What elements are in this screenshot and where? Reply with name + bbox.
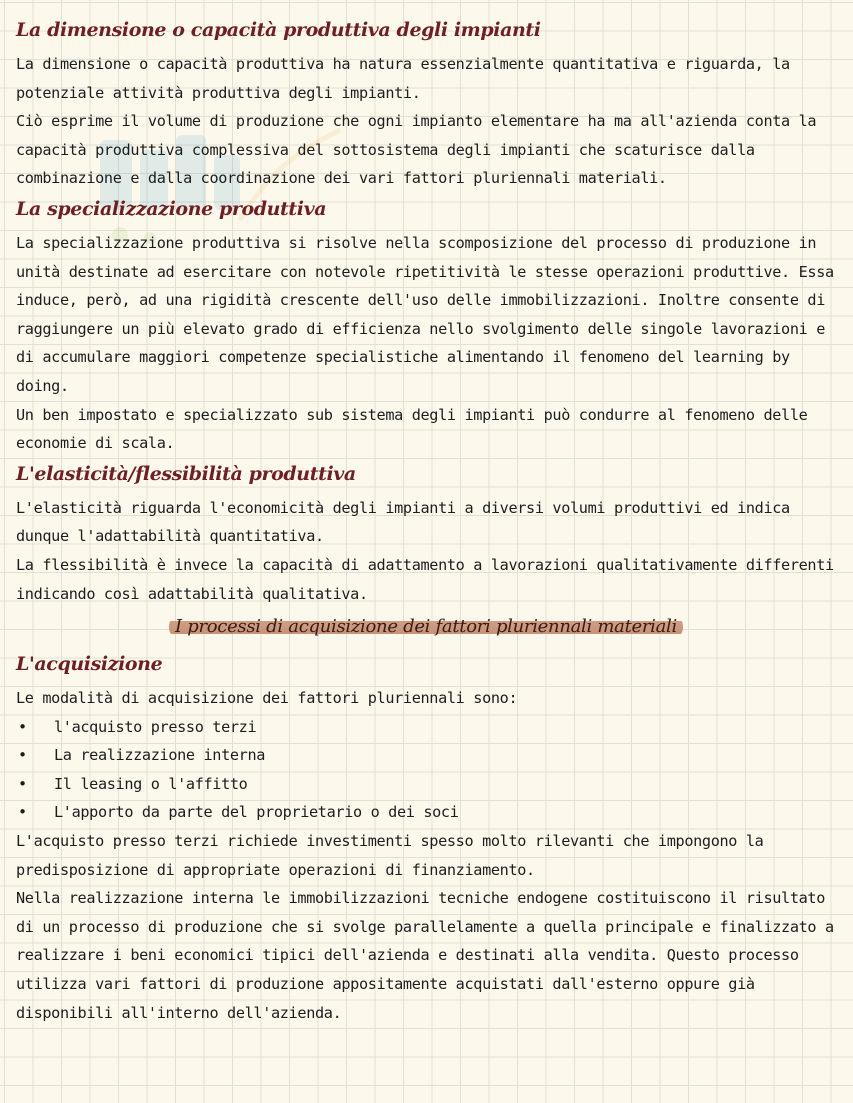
section-heading: La dimensione o capacità produttiva degli impianti — [16, 19, 541, 41]
intro-text: Le modalità di acquisizione dei fattori pluriennali sono: — [16, 689, 518, 708]
list-item — [16, 741, 836, 770]
paragraph: La flessibilità è invece la capacità di adattamento a lavorazioni qualitativamente differenti indicando così adattabilità qualitativa. — [16, 555, 834, 603]
acquisition-modes-list — [16, 713, 836, 827]
list-item-text: Il leasing o l'affitto — [54, 774, 248, 793]
bullet-icon: • — [18, 774, 27, 793]
paragraph: L'elasticità riguarda l'economicità degli impianti a diversi volumi produttivi ed indica dunque l'adattabilità quantitativa. — [16, 498, 790, 546]
list-item-text: L'apporto da parte del proprietario o dei soci — [54, 803, 459, 822]
bullet-icon: • — [18, 746, 27, 765]
paragraph: Ciò esprime il volume di produzione che ogni impianto elementare ha ma all'azienda conta la capacità produttiva complessiva del sottosistema degli impianti che scaturisce dalla combinazione e dalla coordinazione dei vari fattori pluriennali materiali. — [16, 112, 817, 188]
chapter-title: I processi di acquisizione dei fattori pluriennali materiali — [169, 616, 683, 638]
section-acquisizione — [16, 648, 836, 1027]
section-specializzazione — [16, 193, 836, 458]
paragraph: Nella realizzazione interna le immobilizzazioni tecniche endogene costituiscono il risultato di un processo di produzione che si svolge parallelamente a quella principale e finalizzato a realizzare i beni economici tipici dell'azienda e destinati alla vendita. Questo processo utilizza vari fattori di produzione appositamente acquistati dall'esterno oppure già disponibili all'interno dell'azienda. — [16, 889, 834, 1022]
bullet-icon: • — [18, 803, 27, 822]
paragraph: Un ben impostato e specializzato sub sistema degli impianti può condurre al fenomeno delle economie di scala. — [16, 405, 808, 453]
section-heading: L'acquisizione — [16, 653, 163, 676]
list-item — [16, 770, 836, 799]
list-item-text: La realizzazione interna — [54, 746, 266, 765]
list-item — [16, 798, 836, 827]
section-dimensione — [16, 14, 836, 193]
section-heading: La specializzazione produttiva — [16, 197, 327, 220]
chapter-title-wrap — [16, 610, 836, 644]
section-elasticita — [16, 458, 836, 608]
paragraph: La dimensione o capacità produttiva ha natura essenzialmente quantitativa e riguarda, la potenziale attività produttiva degli impianti. — [16, 55, 790, 102]
paragraph: L'acquisto presso terzi richiede investimenti spesso molto rilevanti che impongono la predisposizione di appropriate operazioni di finanziamento. — [16, 832, 764, 879]
notes-page — [16, 14, 836, 1027]
list-item-text: l'acquisto presso terzi — [54, 717, 257, 736]
bullet-icon: • — [18, 717, 27, 736]
paragraph: La specializzazione produttiva si risolve nella scomposizione del processo di produzione in unità destinate ad esercitare con notevole ripetitività le stesse operazioni produttive. Essa induce, però, ad una rigidità crescente dell'uso delle immobilizzazioni. Inoltre consente di raggiungere un più elevato grado di efficienza nello svolgimento delle singole lavorazioni e di accumulare maggiori competenze specialistiche alimentando il fenomeno del learning by doing. — [16, 233, 834, 395]
section-heading: L'elasticità/flessibilità produttiva — [16, 462, 356, 485]
list-item — [16, 713, 836, 742]
